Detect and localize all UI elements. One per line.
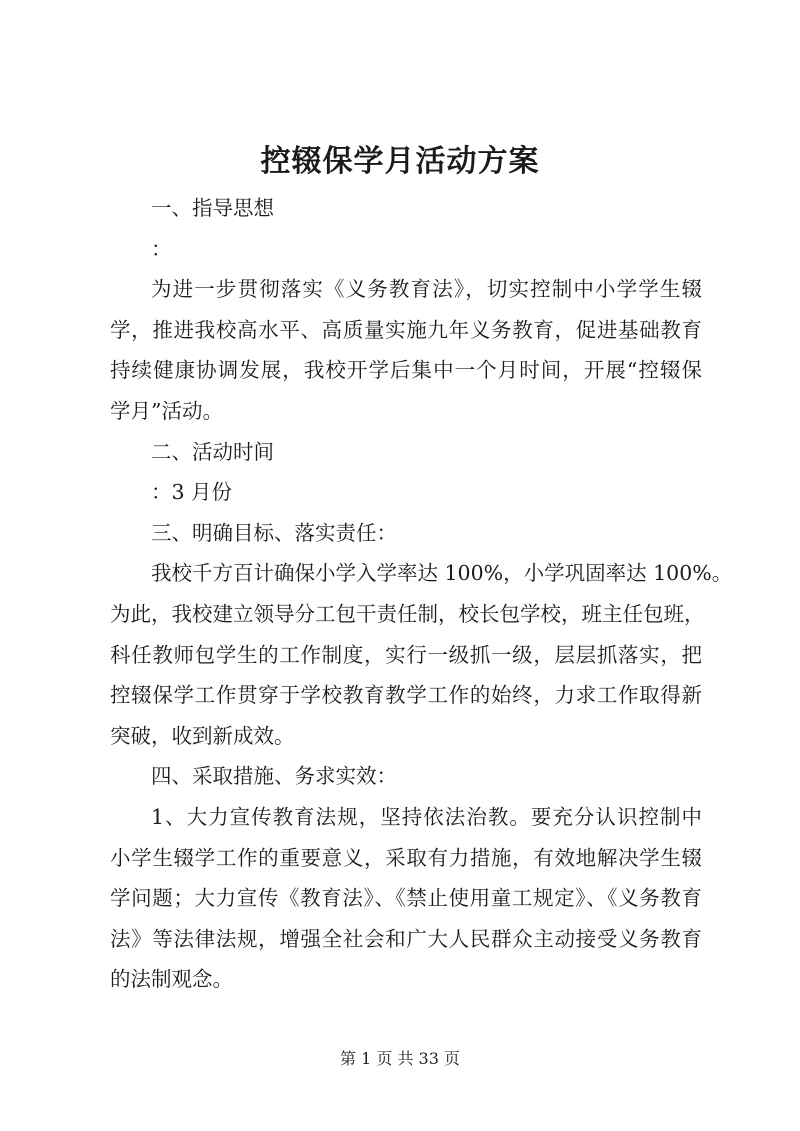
paragraph-line: 法》等法律法规，增强全社会和广大人民群众主动接受义务教育	[110, 926, 702, 951]
paragraph-line: 为此，我校建立领导分工包干责任制，校长包学校，班主任包班，	[110, 601, 705, 626]
paragraph-measures	[110, 797, 702, 1000]
paragraph-goals	[110, 553, 733, 756]
paragraph-line: 我校千方百计确保小学入学率达 100%，小学巩固率达 100%。	[151, 561, 733, 586]
paragraph-line: 控辍保学工作贯穿于学校教育教学工作的始终，力求工作取得新	[110, 683, 702, 708]
document-title: 控辍保学月活动方案	[260, 144, 540, 179]
paragraph-line: 科任教师包学生的工作制度，实行一级抓一级，层层抓落实，把	[110, 642, 702, 667]
section-heading-measures: 四、采取措施、务求实效：	[151, 764, 397, 789]
paragraph-line: 学，推进我校高水平、高质量实施九年义务教育，促进基础教育	[110, 317, 702, 342]
paragraph-guiding-thought	[110, 269, 702, 431]
paragraph-line: 1、大力宣传教育法规，坚持依法治教。要充分认识控制中	[151, 804, 702, 829]
paragraph-line: 突破，收到新成效。	[110, 723, 295, 748]
section-heading-guiding-thought: 一、指导思想	[151, 196, 274, 220]
paragraph-line: 学月”活动。	[110, 398, 223, 423]
paragraph-line: 的法制观念。	[110, 967, 233, 992]
activity-time-value: ：3 月份	[151, 480, 233, 505]
paragraph-line: 持续健康协调发展，我校开学后集中一个月时间，开展“控辍保	[110, 358, 702, 383]
document-body	[110, 188, 733, 1000]
paragraph-line: 为进一步贯彻落实《义务教育法》，切实控制中小学学生辍	[151, 277, 702, 302]
paragraph-line: 学问题；大力宣传《教育法》、《禁止使用童工规定》、《义务教育	[110, 886, 702, 911]
section-heading-activity-time: 二、活动时间	[151, 439, 274, 464]
colon-line: ：	[151, 236, 172, 261]
section-heading-goals: 三、明确目标、落实责任：	[151, 520, 397, 545]
paragraph-line: 小学生辍学工作的重要意义，采取有力措施，有效地解决学生辍	[110, 845, 702, 870]
page-footer: 第 1 页 共 33 页	[340, 1049, 460, 1068]
